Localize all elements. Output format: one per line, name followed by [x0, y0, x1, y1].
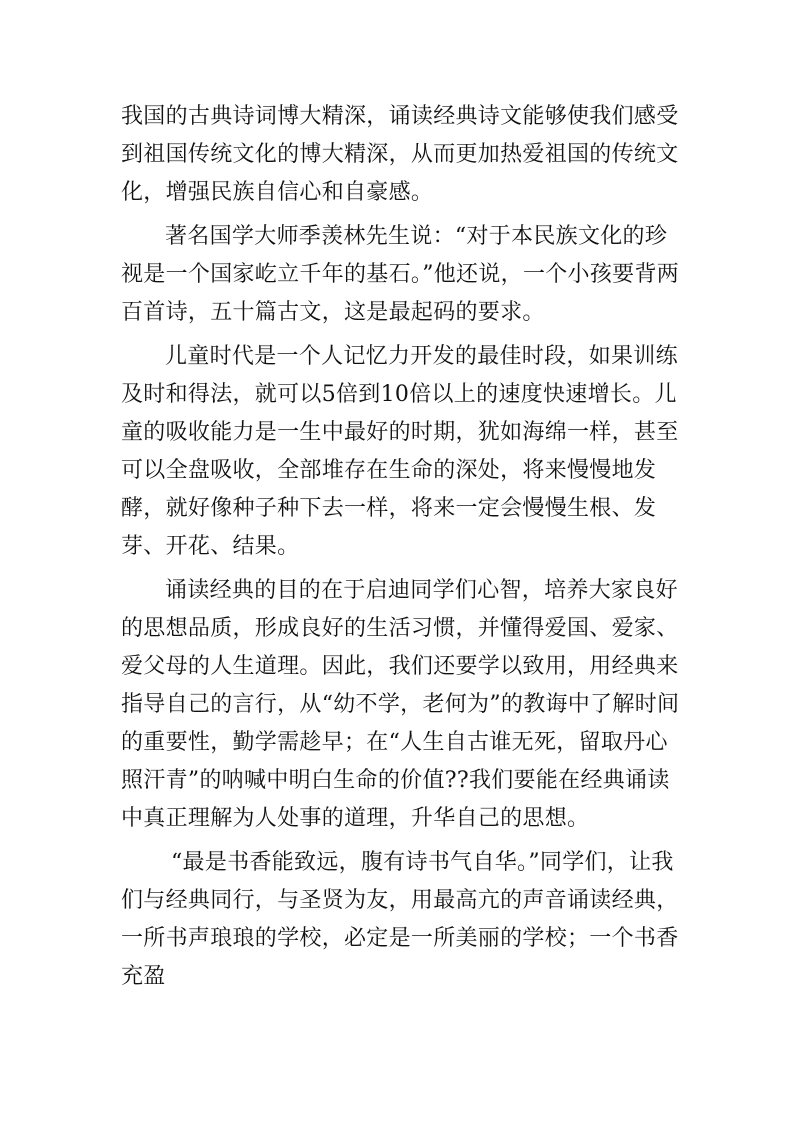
paragraph-3: 儿童时代是一个人记忆力开发的最佳时段，如果训练及时和得法，就可以5倍到10倍以上的速度快速增长。儿童的吸收能力是一生中最好的时期，犹如海绵一样，甚至可以全盘吸收，全部堆存在生命的深处，将来慢慢地发酵，就好像种子种下去一样，将来一定会慢慢生根、发芽、开花、结果。	[121, 344, 679, 559]
paragraph-5: “最是书香能致远，腹有诗书气自华。”同学们，让我们与经典同行，与圣贤为友，用最高亢的声音诵读经典，一所书声琅琅的学校，必定是一所美丽的学校；一个书香充盈	[121, 850, 679, 989]
paragraph-4: 诵读经典的目的在于启迪同学们心智，培养大家良好的思想品质，形成良好的生活习惯，并懂得爱国、爱家、爱父母的人生道理。因此，我们还要学以致用，用经典来指导自己的言行，从“幼不学，老何为”的教诲中了解时间的重要性，勤学需趁早；在“人生自古谁无死，留取丹心照汗青”的呐喊中明白生命的价值??我们要能在经典诵读中真正理解为人处事的道理，升华自己的思想。	[121, 578, 680, 831]
document-body	[121, 98, 683, 1002]
paragraph-1: 我国的古典诗词博大精深，诵读经典诗文能够使我们感受到祖国传统文化的博大精深，从而更加热爱祖国的传统文化，增强民族自信心和自豪感。	[121, 104, 679, 205]
paragraph-2: 著名国学大师季羡林先生说：“对于本民族文化的珍视是一个国家屹立千年的基石。”他还说，一个小孩要背两百首诗，五十篇古文，这是最起码的要求。	[121, 224, 680, 325]
